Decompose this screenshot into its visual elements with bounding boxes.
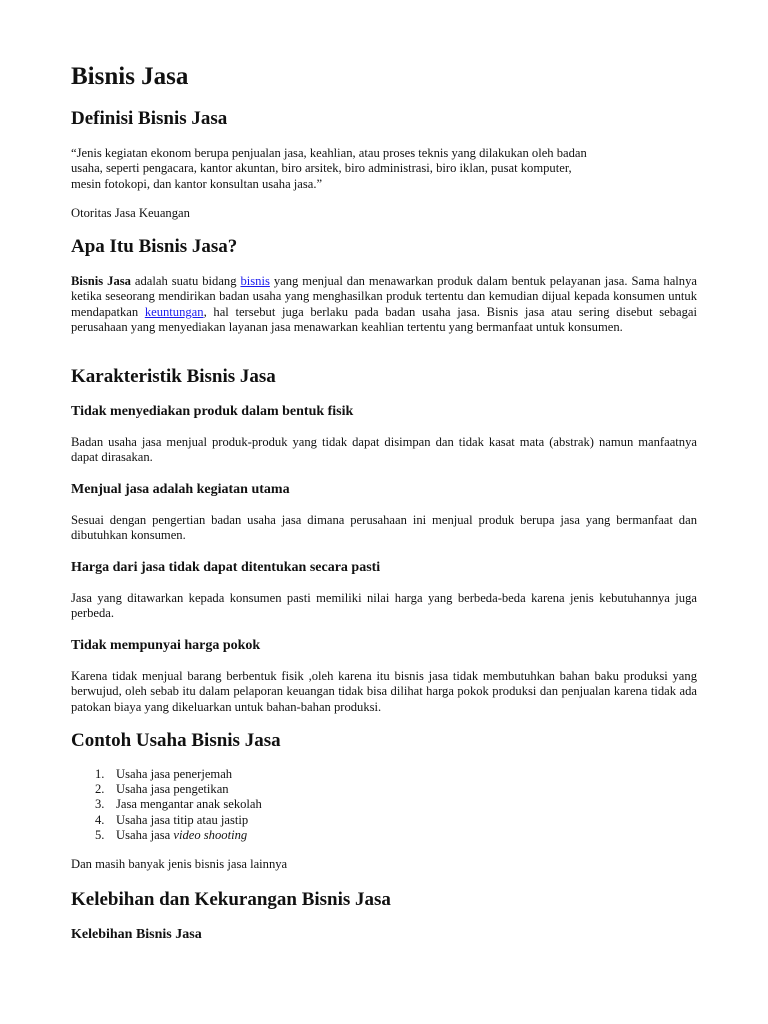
heading-contoh: Contoh Usaha Bisnis Jasa bbox=[71, 730, 281, 751]
subheading-karakteristik-4: Tidak mempunyai harga pokok bbox=[71, 638, 261, 653]
list-text bbox=[116, 828, 247, 843]
paragraph-text: , hal tersebut juga berlaku pada badan usaha jasa. Bisnis jasa atau sering disebut sebagai perusahaan yang menyediakan layanan jasa menawarkan keahlian tertentu yang bermanfaat untuk konsumen. bbox=[71, 304, 697, 335]
definition-quote bbox=[71, 146, 697, 192]
heading-karakteristik: Karakteristik Bisnis Jasa bbox=[71, 366, 276, 387]
heading-definisi: Definisi Bisnis Jasa bbox=[71, 108, 228, 129]
list-text-italic: video shooting bbox=[173, 827, 248, 842]
link-bisnis[interactable]: bisnis bbox=[240, 274, 270, 288]
list-text bbox=[116, 782, 229, 797]
list-item bbox=[71, 782, 697, 797]
list-number: 2. bbox=[95, 782, 105, 797]
paragraph-text: adalah suatu bidang bbox=[130, 274, 241, 288]
quote-line: “Jenis kegiatan ekonom berupa penjualan jasa, keahlian, atau proses teknis yang dilakukan oleh badan bbox=[71, 146, 587, 160]
definition-source: Otoritas Jasa Keuangan bbox=[71, 206, 190, 220]
subheading-kelebihan: Kelebihan Bisnis Jasa bbox=[71, 927, 202, 942]
quote-line: usaha, seperti pengacara, kantor akuntan, biro arsitek, biro administrasi, biro iklan, pusat komputer, bbox=[71, 161, 572, 176]
karakteristik-text-4: Karena tidak menjual barang berbentuk fisik ,oleh karena itu bisnis jasa tidak membutuhkan bahan baku produksi yang berwujud, oleh sebab itu dalam pelaporan keuangan tidak bisa dilihat harga pokok produksi dan penjualan karena tidak ada patokan biaya yang dikeluarkan untuk bahan-bahan produksi. bbox=[71, 669, 697, 714]
list-item bbox=[71, 813, 697, 828]
paragraph-text: yang menjual dan menawarkan produk dalam bentuk pelayanan jasa. Sama halnya ketika seseorang mendirikan badan usaha yang menghasilkan produk tertentu dan kemudian dijual kepada konsumen untuk mendapatkan bbox=[71, 274, 697, 319]
karakteristik-text-2: Sesuai dengan pengertian badan usaha jasa dimana perusahaan ini menjual produk berupa jasa yang bermanfaat dan dibutuhkan konsumen. bbox=[71, 513, 697, 543]
apa-itu-paragraph bbox=[71, 274, 697, 336]
page-title: Bisnis Jasa bbox=[71, 63, 189, 90]
subheading-karakteristik-1: Tidak menyediakan produk dalam bentuk fisik bbox=[71, 404, 354, 419]
list-text-plain: Usaha jasa bbox=[116, 827, 174, 842]
list-text bbox=[116, 797, 262, 812]
list-text-plain: Jasa mengantar anak sekolah bbox=[116, 797, 262, 812]
list-text bbox=[116, 767, 232, 782]
list-number: 3. bbox=[95, 797, 105, 812]
list-text-plain: Usaha jasa pengetikan bbox=[116, 782, 229, 797]
heading-apa-itu: Apa Itu Bisnis Jasa? bbox=[71, 236, 238, 257]
bold-term: Bisnis Jasa bbox=[71, 274, 131, 288]
list-item bbox=[71, 767, 697, 782]
list-number: 4. bbox=[95, 812, 105, 827]
list-item bbox=[71, 828, 697, 843]
list-number: 1. bbox=[95, 767, 105, 781]
quote-line: mesin fotokopi, dan kantor konsultan usaha jasa.” bbox=[71, 176, 323, 191]
list-text-plain: Usaha jasa penerjemah bbox=[116, 767, 233, 781]
karakteristik-text-3: Jasa yang ditawarkan kepada konsumen pasti memiliki nilai harga yang berbeda-beda karena jenis kebutuhannya juga perbeda. bbox=[71, 591, 697, 621]
heading-kelebihan: Kelebihan dan Kekurangan Bisnis Jasa bbox=[71, 889, 391, 910]
karakteristik-text-1: Badan usaha jasa menjual produk-produk yang tidak dapat disimpan dan tidak kasat mata (abstrak) namun manfaatnya dapat dirasakan. bbox=[71, 435, 697, 465]
subheading-karakteristik-3: Harga dari jasa tidak dapat ditentukan secara pasti bbox=[71, 560, 381, 575]
list-text bbox=[116, 813, 248, 828]
subheading-karakteristik-2: Menjual jasa adalah kegiatan utama bbox=[71, 482, 290, 497]
list-number: 5. bbox=[95, 827, 105, 842]
contoh-closing: Dan masih banyak jenis bisnis jasa lainnya bbox=[71, 857, 288, 871]
list-item bbox=[71, 797, 697, 812]
list-text-plain: Usaha jasa titip atau jastip bbox=[116, 812, 249, 827]
contoh-list bbox=[71, 767, 697, 843]
link-keuntungan[interactable]: keuntungan bbox=[144, 304, 204, 319]
